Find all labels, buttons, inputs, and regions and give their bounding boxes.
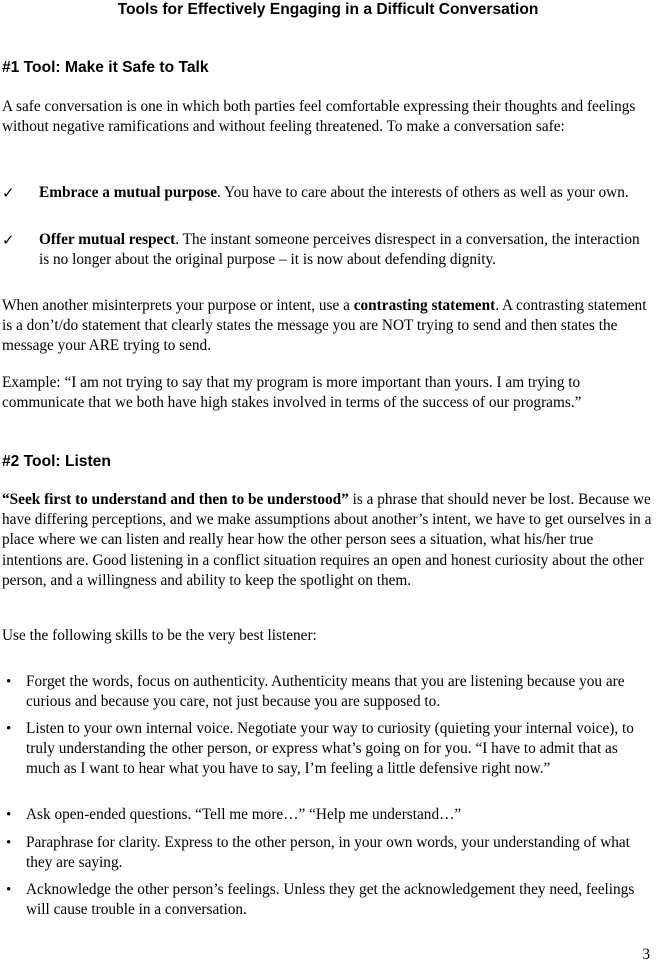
- list-item-text: Acknowledge the other person’s feelings. Unless they get the acknowledgement they need, feelings will cause trouble in a conversation.: [26, 881, 635, 919]
- contrast-post: . A contrasting statement is a don’t/do statement that clearly states the message you are NOT trying to send and then states the message your ARE trying to send.: [2, 297, 647, 355]
- bullet-icon: •: [6, 835, 12, 851]
- list-item-text: Paraphrase for clarity. Express to the other person, in your own words, your understanding of what they are saying.: [26, 834, 630, 872]
- tool2-intro-bold: “Seek first to understand and then to be understood”: [2, 491, 349, 508]
- list-item-text: Listen to your own internal voice. Negotiate your way to curiosity (quieting your internal voice), to truly understanding the other person, or express what’s going on for you. “I have to admit that as much as I want to hear what you have to say, I’m feeling a little defensive right now.”: [26, 720, 634, 778]
- list-item-text: Ask open-ended questions. “Tell me more…” “Help me understand…”: [26, 806, 462, 823]
- check-item-body: . The instant someone perceives disrespect in a conversation, the interaction is no longer about the original purpose – it is now about defending dignity.: [39, 231, 640, 269]
- tool2-intro: [2, 490, 652, 591]
- check-item-body: . You have to care about the interests of others as well as your own.: [217, 184, 629, 201]
- contrasting-statement-paragraph: [2, 296, 652, 357]
- page-number: 3: [642, 946, 650, 963]
- bullet-icon: •: [6, 674, 12, 690]
- contrast-pre: When another misinterprets your purpose or intent, use a: [2, 297, 354, 314]
- checkmark-icon: ✓: [2, 231, 15, 249]
- checkmark-icon: ✓: [2, 184, 15, 202]
- tool2-heading: #2 Tool: Listen: [2, 453, 111, 470]
- check-item-text: [39, 183, 653, 203]
- check-item-bold: Offer mutual respect: [39, 231, 176, 248]
- check-item-bold: Embrace a mutual purpose: [39, 184, 218, 201]
- document-title: Tools for Effectively Engaging in a Difficult Conversation: [117, 1, 539, 18]
- bullet-icon: •: [6, 721, 12, 737]
- tool1-intro: A safe conversation is one in which both parties feel comfortable expressing their thoughts and feelings without negative ramifications and without feeling threatened. To make a conversation safe:: [2, 98, 636, 136]
- tool2-intro-body: is a phrase that should never be lost. Because we have differing perceptions, and we make assumptions about another’s intent, we have to get ourselves in a place where we can listen and really hear how the other person sees a situation, what his/her true intentions are. Good listening in a conflict situation requires an open and honest curiosity about the other person, and a willingness and ability to keep the spotlight on them.: [2, 491, 652, 589]
- tool1-heading: #1 Tool: Make it Safe to Talk: [2, 59, 209, 76]
- contrast-bold: contrasting statement: [353, 297, 496, 314]
- example-paragraph: Example: “I am not trying to say that my program is more important than yours. I am trying to communicate that we both have high stakes involved in terms of the success of our programs.”: [2, 374, 582, 412]
- bullet-icon: •: [6, 807, 12, 823]
- bullet-icon: •: [6, 882, 12, 898]
- check-item-text: [39, 230, 653, 270]
- list-item-text: Forget the words, focus on authenticity. Authenticity means that you are listening because you are curious and because you care, not just because you are supposed to.: [26, 673, 625, 711]
- skills-lead: Use the following skills to be the very best listener:: [2, 627, 317, 644]
